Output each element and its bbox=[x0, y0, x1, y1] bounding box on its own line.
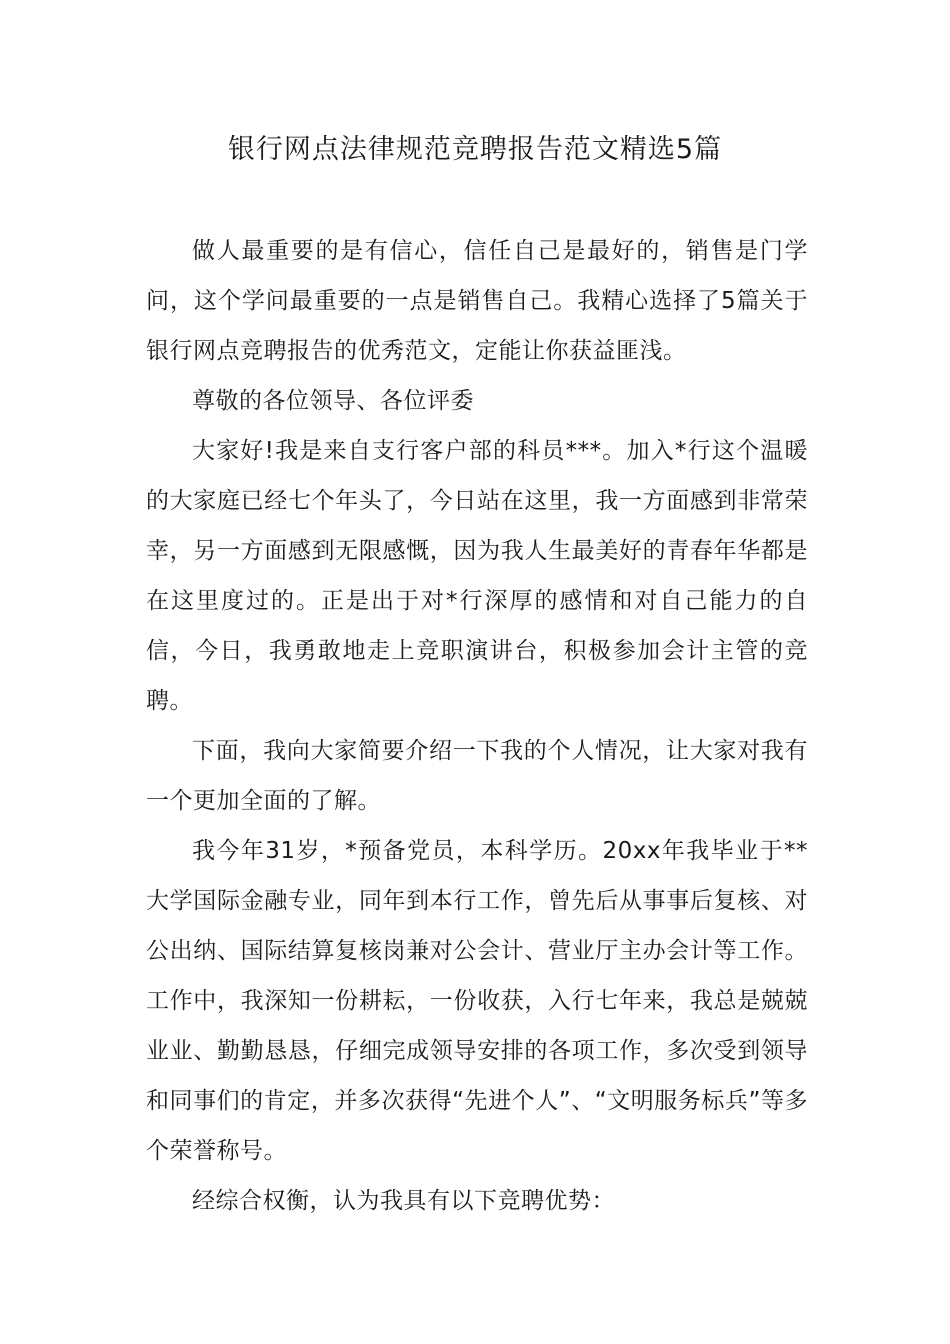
document-title: 银行网点法律规范竞聘报告范文精选5篇 bbox=[227, 134, 723, 165]
paragraph-greeting: 大家好!我是来自支行客户部的科员***。加入*行这个温暖的大家庭已经七个年头了，今日站在这里，我一方面感到非常荣幸，另一方面感到无限感慨，因为我人生最美好的青春年华都是在这里度过的。正是出于对*行深厚的感情和对自己能力的自信，今日，我勇敢地走上竞职演讲台，积极参加会计主管的竞聘。 bbox=[146, 438, 808, 714]
paragraph-advantages-lead: 经综合权衡，认为我具有以下竞聘优势： bbox=[192, 1188, 615, 1214]
paragraph-personal-info: 我今年31岁，*预备党员，本科学历。20xx年我毕业于**大学国际金融专业，同年到本行工作，曾先后从事事后复核、对公出纳、国际结算复核岗兼对公会计、营业厅主办会计等工作。工作中，我深知一份耕耘，一份收获，入行七年来，我总是兢兢业业、勤勤恳恳，仔细完成领导安排的各项工作，多次受到领导和同事们的肯定，并多次获得“先进个人”、“文明服务标兵”等多个荣誉称号。 bbox=[146, 838, 808, 1164]
paragraph-salutation: 尊敬的各位领导、各位评委 bbox=[192, 388, 474, 414]
paragraph-intro: 做人最重要的是有信心，信任自己是最好的，销售是门学问，这个学问最重要的一点是销售自己。我精心选择了5篇关于银行网点竞聘报告的优秀范文，定能让你获益匪浅。 bbox=[146, 238, 808, 364]
document-body bbox=[146, 226, 808, 1226]
paragraph-transition: 下面，我向大家简要介绍一下我的个人情况，让大家对我有一个更加全面的了解。 bbox=[146, 738, 808, 814]
